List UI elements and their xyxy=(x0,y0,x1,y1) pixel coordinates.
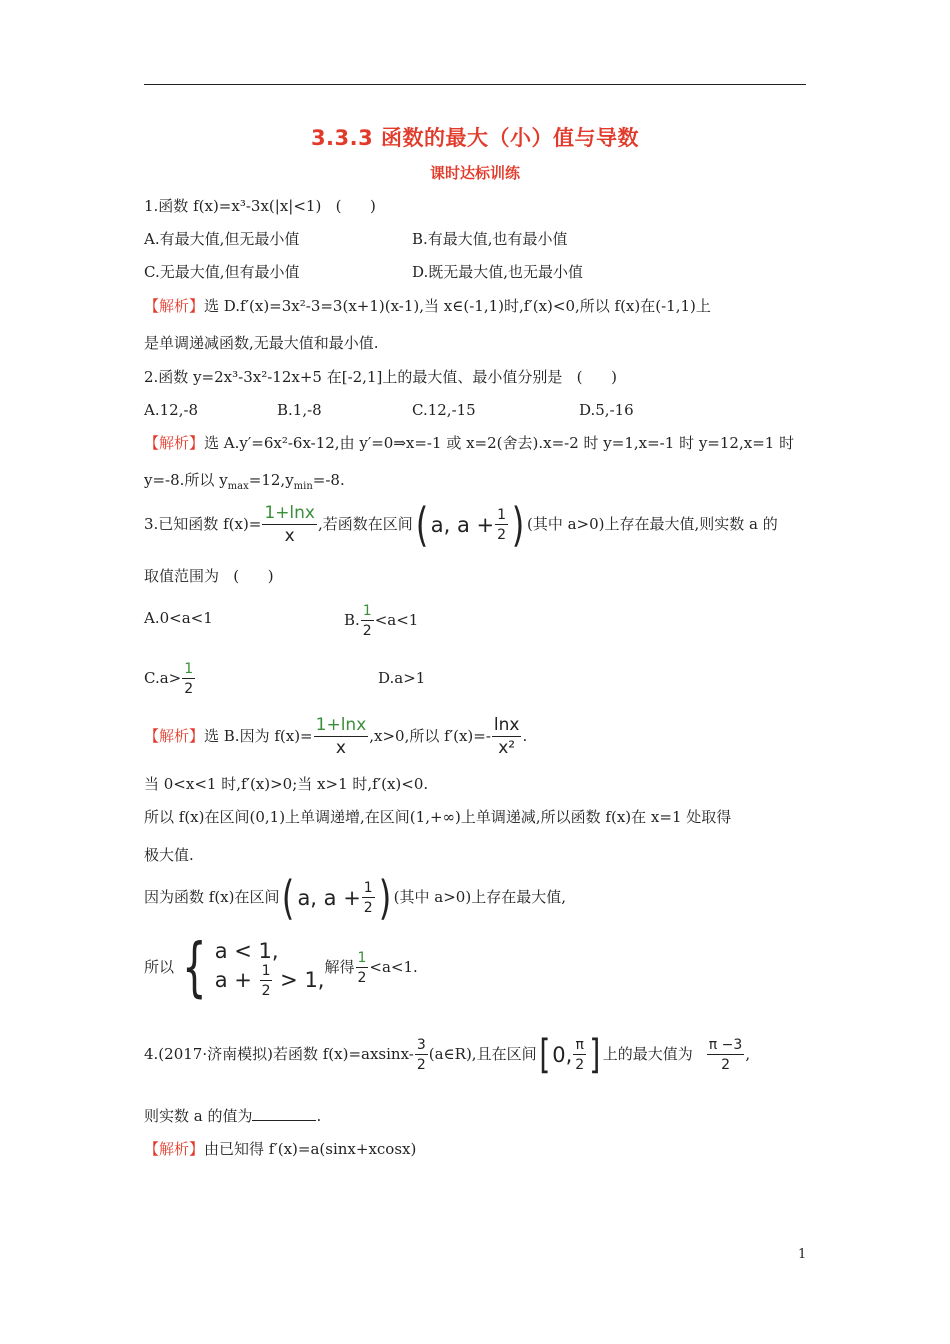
page-subtitle: 课时达标训练 xyxy=(429,164,520,182)
q3-solution-system: 所以 { a < 1, a + $\frac{1}{2}$ > 1, 解得 $\frac{1}{2}$ <a<1. xyxy=(144,931,418,1005)
page-title: 3.3.3 函数的最大（小）值与导数 xyxy=(310,126,640,150)
solution-tag: 【解析】 xyxy=(144,434,205,452)
q2-option-a: A.12,-8 xyxy=(144,401,199,419)
q1-stem: 1.函数 f(x)=x³-3x(|x|<1) ( ) xyxy=(144,197,376,215)
q1-option-d: D.既无最大值,也无最小值 xyxy=(412,263,584,281)
q3-stem-line1: 3.已知函数 f(x)= $\frac{1+\ln x}{x}$ ,若函数在区间( a, a + $\frac{1}{2}$ ) (其中 a>0)上存在最大值,则实数 a 的 xyxy=(144,498,778,552)
q2-option-d: D.5,-16 xyxy=(579,401,634,419)
q1-solution-line2: 是单调递减函数,无最大值和最小值. xyxy=(144,334,379,352)
q2-solution-line1: 【解析】选 A.y′=6x²-6x-12,由 y′=0⇒x=-1 或 x=2(舍去).x=-2 时 y=1,x=-1 时 y=12,x=1 时 xyxy=(144,434,795,452)
header-rule xyxy=(144,84,806,85)
q4-stem-line2: 则实数 a 的值为 . xyxy=(144,1107,322,1125)
q2-option-b: B.1,-8 xyxy=(277,401,322,419)
page-number: 1 xyxy=(798,1247,807,1262)
q3-option-a: A.0<a<1 xyxy=(144,609,213,627)
answer-blank xyxy=(252,1106,316,1121)
q3-solution-line1: 【解析】选 B.因为 f(x)= $\frac{1+\ln x}{x}$ ,x>0,所以 f′(x)=- $\frac{\ln x}{\text{x²}}$ . xyxy=(144,715,528,758)
solution-tag: 【解析】 xyxy=(144,1140,205,1158)
q2-solution-line2: y=-8.所以 $y_{max}=12,y_{min}=-8$. xyxy=(144,471,345,492)
q3-solution-line3: 所以 f(x)在区间(0,1)上单调递增,在区间(1,+∞)上单调递减,所以函数 f(x)在 x=1 处取得 xyxy=(144,808,732,826)
q1-option-a: A.有最大值,但无最小值 xyxy=(144,230,300,248)
solution-tag: 【解析】 xyxy=(144,727,205,745)
q3-solution-line2: 当 0<x<1 时,f′(x)>0;当 x>1 时,f′(x)<0. xyxy=(144,775,429,793)
q2-stem: 2.函数 y=2x³-3x²-12x+5 在[-2,1]上的最大值、最小值分别是 ( ) xyxy=(144,368,617,386)
q1-solution-line1: 【解析】选 D.f′(x)=3x²-3=3(x+1)(x-1),当 x∈(-1,1)时,f′(x)<0,所以 f(x)在(-1,1)上 xyxy=(144,297,711,315)
q4-stem-line1: 4.(2017·济南模拟)若函数 f(x)=axsinx- $\frac{3}{2}$ (a∈R),且在区间[ 0, $\frac{\pi}{2}$ ] 上的最大值为 $\frac{\pi -3}{2}$ , xyxy=(144,1032,751,1078)
q3-option-b: B. $\frac{1}{2}$ <a<1 xyxy=(344,603,419,639)
q1-option-b: B.有最大值,也有最小值 xyxy=(412,230,568,248)
q3-stem-line2: 取值范围为 ( ) xyxy=(144,567,274,585)
q3-option-d: D.a>1 xyxy=(378,669,426,687)
q3-option-c: C.a> $\frac{1}{2}$ xyxy=(144,661,194,697)
q4-solution-line1: 【解析】由已知得 f′(x)=a(sinx+xcosx) xyxy=(144,1140,417,1158)
fraction-1-plus-lnx-over-x: $\frac{1+\ln x}{x}$ xyxy=(264,503,315,546)
fraction-half: $\frac{1}{2}$ xyxy=(497,507,507,543)
q1-option-c: C.无最大值,但有最小值 xyxy=(144,263,300,281)
solution-tag: 【解析】 xyxy=(144,297,205,315)
q3-solution-line5: 因为函数 f(x)在区间( a, a + $\frac{1}{2}$ ) (其中 a>0)上存在最大值, xyxy=(144,871,566,925)
q2-option-c: C.12,-15 xyxy=(412,401,476,419)
q3-solution-line4: 极大值. xyxy=(144,846,194,864)
